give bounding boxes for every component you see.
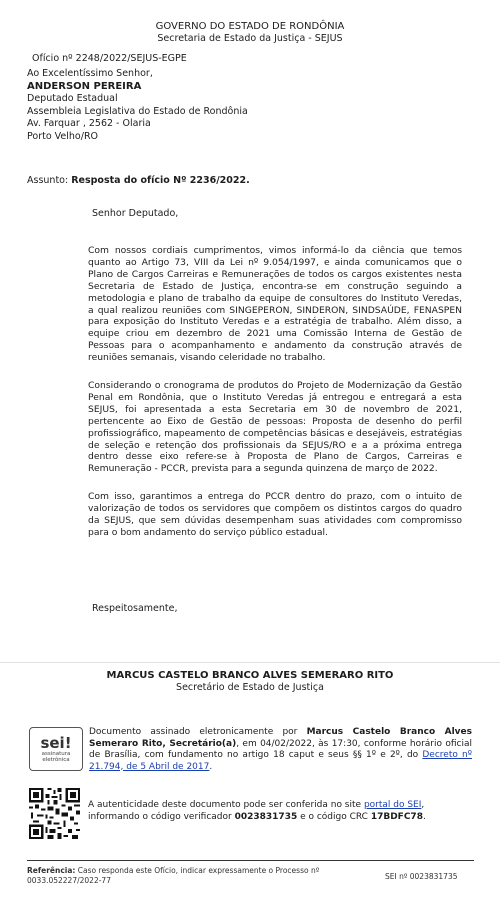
- subject-label: Assunto:: [27, 175, 69, 186]
- recipient-title: Deputado Estadual: [27, 93, 118, 104]
- subject-line: [27, 175, 250, 186]
- authentication-text: [88, 799, 474, 823]
- reference-text: Caso responda este Ofício, indicar expressamente o Processo nº 0033.052227/2022-77: [27, 866, 320, 885]
- letter-header: [0, 20, 500, 45]
- auth-text-crc: e o código CRC: [297, 812, 371, 822]
- sei-seal-icon: [29, 727, 83, 771]
- greeting: Senhor Deputado,: [92, 208, 179, 219]
- recipient-address: [27, 68, 248, 143]
- body-paragraph-1: Com nossos cordiais cumprimentos, vimos informá-lo da ciência que temos quanto ao Artigo 73, VIII da Lei nº 9.054/1997, e ainda comunicamos que o Plano de Cargos Carreiras e Remunerações de todos os cargos existentes nesta Secretaria de Estado de Justiça, encontra-se em construção seguindo a metodologia e plano de trabalho da equipe de consultores do Instituto Veredas, a qual realizou reuniões com SINGEPERON, SINDERON, SINDSAÚDE, FENASPEN para exposição do Instituto Veredas e a estratégia de trabalho. Além disso, a equipe criou em dezembro de 2021 uma Comissão Interna de Gestão de Pessoas para o acompanhamento e andamento da construção através de reuniões semanais, visando celeridade no trabalho.: [88, 245, 462, 364]
- signer-role: Secretário de Estado de Justiça: [176, 682, 324, 693]
- signer-block: [0, 669, 500, 694]
- reference-note: [27, 866, 347, 886]
- body-paragraph-3: Com isso, garantimos a entrega do PCCR dentro do prazo, com o intuito de valorização de todos os servidores que compõem os distintos cargos do quadro da SEJUS, que sem dúvidas desempenham suas atividades com compromisso para o bom andamento do serviço público estadual.: [88, 491, 462, 538]
- sei-document-number: SEI nº 0023831735: [385, 872, 458, 881]
- closing-text: Respeitosamente,: [92, 603, 178, 614]
- recipient-name: ANDERSON PEREIRA: [27, 80, 142, 92]
- auth-text-before: A autenticidade deste documento pode ser conferida no site: [88, 800, 364, 810]
- subject-text: Resposta do ofício Nº 2236/2022.: [71, 175, 250, 186]
- recipient-institution: Assembleia Legislativa do Estado de Rondônia: [27, 105, 248, 117]
- recipient-city: Porto Velho/RO: [27, 130, 99, 142]
- crc-code: 17BDFC78: [370, 812, 423, 822]
- body-paragraph-2: Considerando o cronograma de produtos do Projeto de Modernização da Gestão Penal em Rondônia, que o Instituto Veredas já entregou e entregará a esta SEJUS, foi apresentada a esta Secretaria em 30 de novembro de 2021, pertencente ao Eixo de Gestão de pessoas: Proposta de desenho do perfil profissiográfico, mapeamento de competências básicas e desejáveis, estratégias de seleção e retenção dos profissionais da SEJUS/RO e a a próxima entrega dentro desse eixo refere-se à Proposta de Plano de Cargos, Carreiras e Remuneração - PCCR, prevista para a segunda quinzena de março de 2022.: [88, 380, 462, 475]
- signature-text: [89, 727, 472, 773]
- signature-text-middle: , em 04/02/2022, às 17:30, conforme horário oficial de Brasília, com fundamento no artigo 18 caput e seus §§ 1º e 2º, do: [89, 738, 472, 760]
- decree-link[interactable]: Decreto nº 21.794, de 5 Abril de 2017: [89, 750, 472, 772]
- signature-text-end: .: [209, 761, 213, 772]
- verifier-code: 0023831735: [234, 812, 298, 822]
- oficio-number: Ofício nº 2248/2022/SEJUS-EGPE: [32, 53, 187, 64]
- footer-divider: [27, 860, 474, 861]
- sei-portal-link[interactable]: portal do SEI: [363, 800, 422, 810]
- signature-divider: [0, 662, 500, 663]
- signature-text-before: Documento assinado eletronicamente por: [89, 727, 307, 737]
- address-salutation: Ao Excelentíssimo Senhor,: [27, 68, 153, 79]
- secretariat-name: Secretaria de Estado da Justiça - SEJUS: [157, 33, 343, 44]
- auth-text-middle: , informando o código verificador: [88, 800, 425, 822]
- signer-name: MARCUS CASTELO BRANCO ALVES SEMERARO RITO: [106, 670, 394, 681]
- qr-code-icon: [29, 788, 80, 839]
- signature-signer: Marcus Castelo Branco Alves Semeraro Rito, Secretário(a): [89, 727, 472, 749]
- reference-label: Referência:: [27, 866, 76, 875]
- sei-seal-caption: assinatura eletrônica: [41, 750, 71, 763]
- recipient-street: Av. Farquar , 2562 - Olaria: [27, 118, 151, 129]
- electronic-signature-block: [27, 727, 474, 777]
- sei-logo-text: sei!: [40, 733, 72, 752]
- auth-text-end: .: [422, 812, 426, 822]
- government-name: GOVERNO DO ESTADO DE RONDÔNIA: [155, 21, 345, 32]
